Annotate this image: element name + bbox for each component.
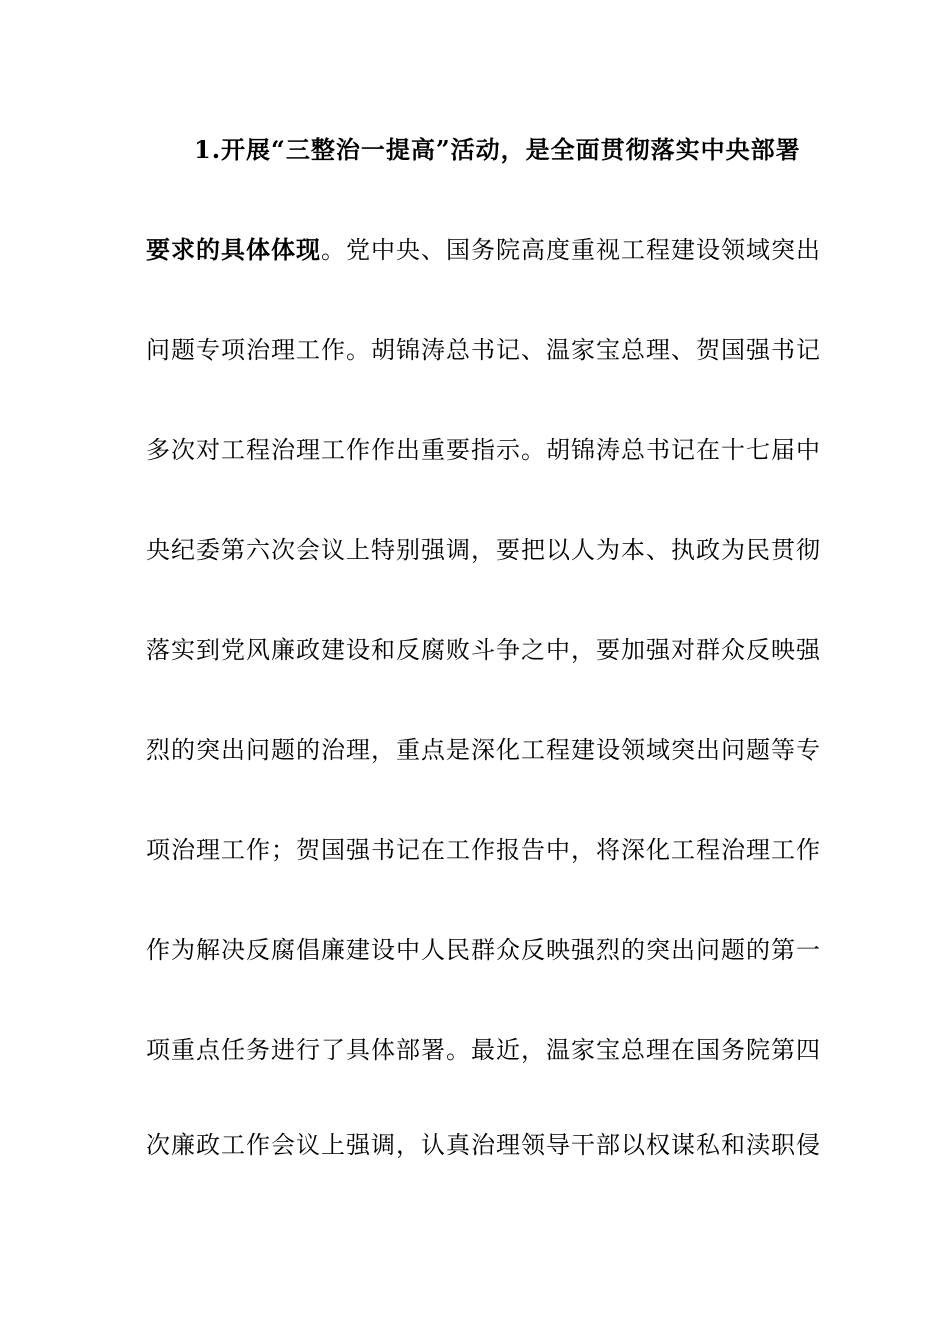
line-10-text: 项重点任务进行了具体部署。最近，温家宝总理在国务院第四 [146, 1036, 821, 1064]
paragraph-line-4 [146, 430, 821, 470]
line-7-text: 烈的突出问题的治理，重点是深化工程建设领域突出问题等专 [146, 736, 821, 764]
line-1-heading: 1.开展“三整治一提高”活动，是全面贯彻落实中央部署 [194, 135, 801, 164]
paragraph-line-5 [146, 530, 821, 570]
paragraph-line-6 [146, 630, 821, 670]
line-6-text: 落实到党风廉政建设和反腐败斗争之中，要加强对群众反映强 [146, 636, 821, 664]
line-4-text: 多次对工程治理工作作出重要指示。胡锦涛总书记在十七届中 [146, 436, 821, 464]
paragraph-line-10 [146, 1030, 821, 1070]
line-3-text: 问题专项治理工作。胡锦涛总书记、温家宝总理、贺国强书记 [146, 336, 821, 364]
line-11-text: 次廉政工作会议上强调，认真治理领导干部以权谋私和渎职侵 [146, 1131, 821, 1159]
line-2-heading: 要求的具体体现 [146, 235, 321, 264]
paragraph-line-3 [146, 330, 821, 370]
line-5-text: 央纪委第六次会议上特别强调，要把以人为本、执政为民贯彻 [146, 536, 821, 564]
paragraph-line-7 [146, 730, 821, 770]
paragraph-line-9 [146, 930, 821, 970]
line-9-text: 作为解决反腐倡廉建设中人民群众反映强烈的突出问题的第一 [146, 936, 821, 964]
paragraph-line-1 [194, 130, 806, 170]
paragraph-line-2 [146, 230, 821, 270]
paragraph-line-8 [146, 830, 821, 870]
paragraph-line-11 [146, 1125, 821, 1165]
line-8-text: 项治理工作；贺国强书记在工作报告中，将深化工程治理工作 [146, 836, 821, 864]
line-2-text: 。党中央、国务院高度重视工程建设领域突出 [321, 236, 821, 264]
